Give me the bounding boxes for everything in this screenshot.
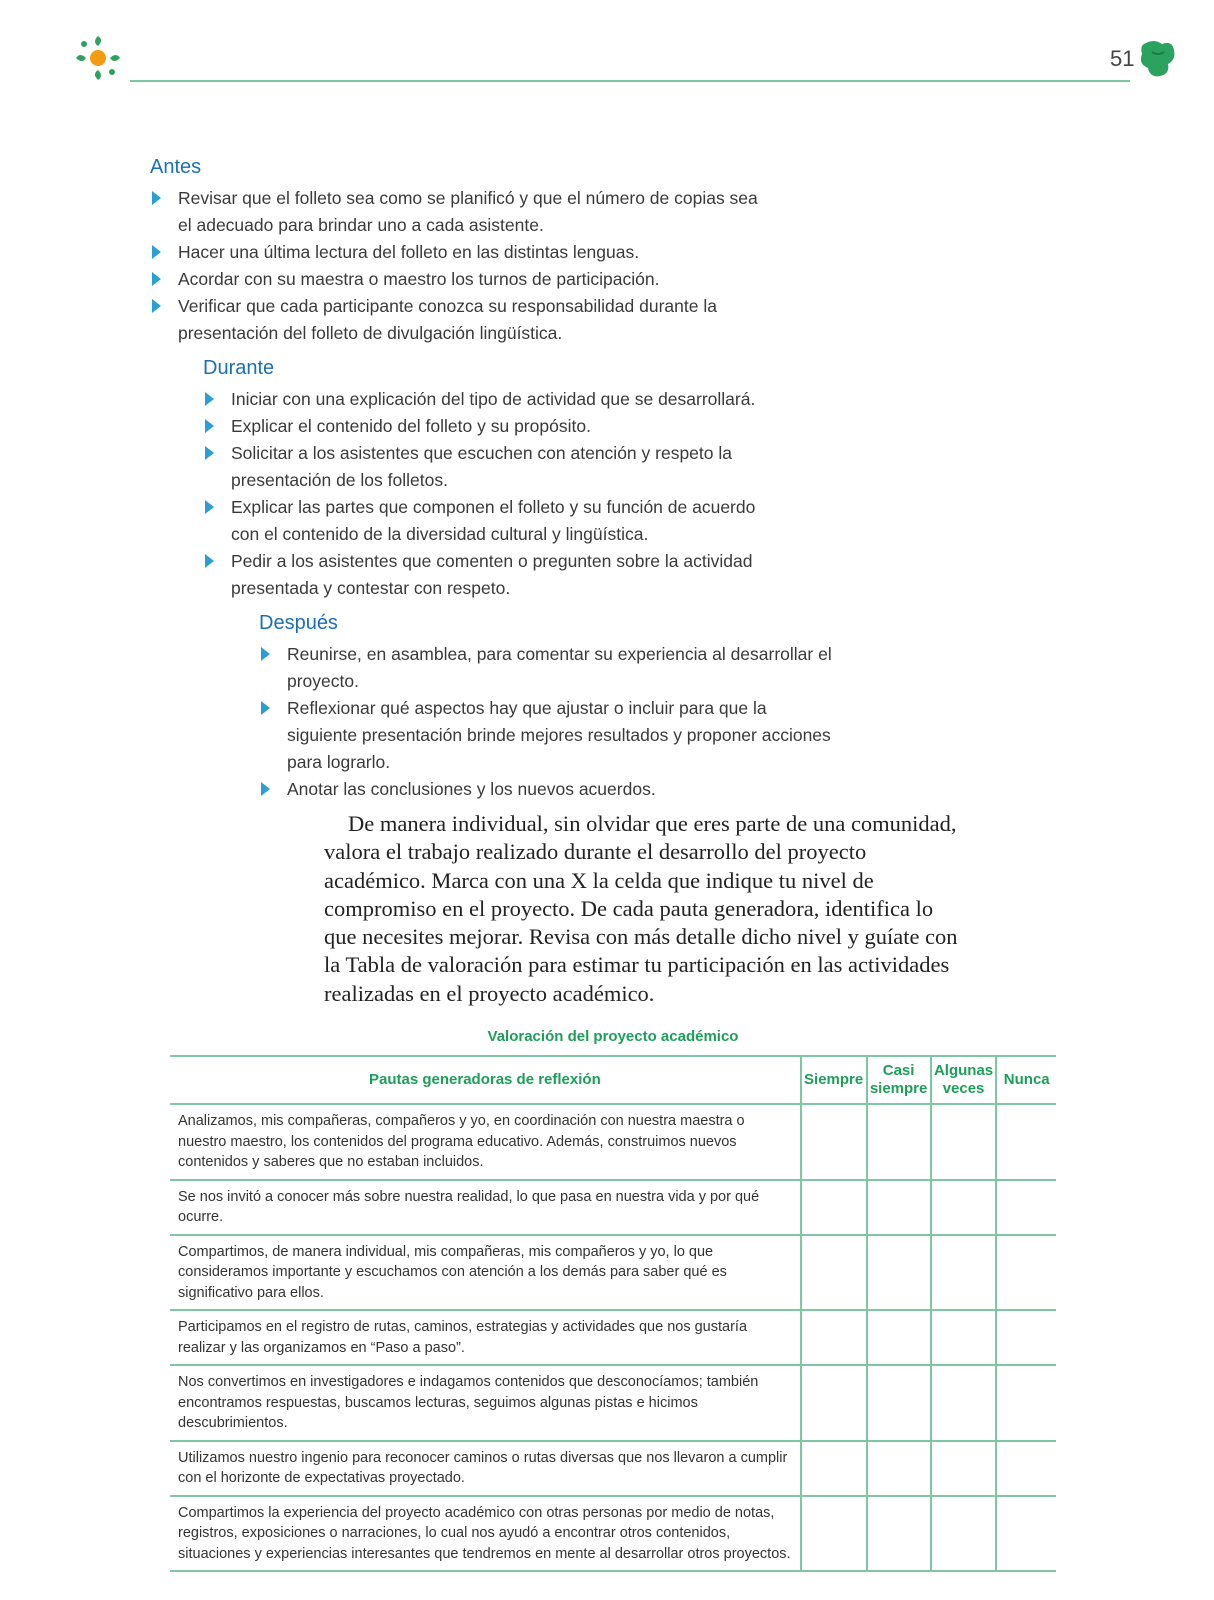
mark-cell-nunca[interactable] xyxy=(996,1104,1056,1180)
mark-cell-siempre[interactable] xyxy=(801,1441,867,1496)
mark-cell-casi-siempre[interactable] xyxy=(867,1235,931,1311)
bullet-arrow-icon xyxy=(261,782,270,796)
section-despues-list xyxy=(259,641,839,803)
section-despues-title: Después xyxy=(259,612,338,634)
mark-cell-siempre[interactable] xyxy=(801,1365,867,1441)
pauta-text: Utilizamos nuestro ingenio para reconocer caminos o rutas diversas que nos llevaron a cumplir con el horizonte de expectativas proyectado. xyxy=(170,1441,801,1496)
series-logo-icon xyxy=(70,30,126,86)
list-item: Anotar las conclusiones y los nuevos acuerdos. xyxy=(259,776,839,803)
list-item: Explicar el contenido del folleto y su propósito. xyxy=(203,413,783,440)
pauta-text: Nos convertimos en investigadores e indagamos contenidos que desconocíamos; también encontramos respuestas, buscamos lecturas, seguimos algunas pistas e hicimos descubrimientos. xyxy=(170,1365,801,1441)
bullet-arrow-icon xyxy=(205,500,214,514)
table-header-row xyxy=(170,1056,1056,1104)
section-durante xyxy=(203,357,783,602)
bullet-arrow-icon xyxy=(152,191,161,205)
bullet-arrow-icon xyxy=(261,647,270,661)
mark-cell-algunas-veces[interactable] xyxy=(931,1496,997,1572)
list-item: Revisar que el folleto sea como se planificó y que el número de copias sea el adecuado para brindar uno a cada asistente. xyxy=(150,185,770,239)
table-row xyxy=(170,1496,1056,1572)
bullet-arrow-icon xyxy=(205,554,214,568)
mark-cell-casi-siempre[interactable] xyxy=(867,1441,931,1496)
header-divider xyxy=(130,80,1130,82)
table-row xyxy=(170,1104,1056,1180)
mark-cell-siempre[interactable] xyxy=(801,1496,867,1572)
list-item: Hacer una última lectura del folleto en las distintas lenguas. xyxy=(150,239,770,266)
section-durante-list xyxy=(203,386,783,602)
mark-cell-nunca[interactable] xyxy=(996,1310,1056,1365)
table-row xyxy=(170,1441,1056,1496)
bullet-arrow-icon xyxy=(205,446,214,460)
pauta-text: Analizamos, mis compañeras, compañeros y yo, en coordinación con nuestra maestra o nuestro maestro, los contenidos del programa educativo. Además, construimos nuevos contenidos y saberes que no estaban incluidos. xyxy=(170,1104,801,1180)
valoracion-table xyxy=(170,1055,1056,1572)
table-row xyxy=(170,1235,1056,1311)
section-antes-title: Antes xyxy=(150,156,202,178)
mark-cell-nunca[interactable] xyxy=(996,1235,1056,1311)
mark-cell-casi-siempre[interactable] xyxy=(867,1310,931,1365)
mark-cell-algunas-veces[interactable] xyxy=(931,1365,997,1441)
mark-cell-nunca[interactable] xyxy=(996,1441,1056,1496)
mark-cell-siempre[interactable] xyxy=(801,1180,867,1235)
header-pautas: Pautas generadoras de reflexión xyxy=(170,1056,801,1104)
corner-ornament-icon xyxy=(1140,38,1176,78)
table-row xyxy=(170,1310,1056,1365)
section-antes-list xyxy=(150,185,770,347)
table-title: Valoración del proyecto académico xyxy=(487,1028,739,1045)
bullet-arrow-icon xyxy=(205,419,214,433)
mark-cell-algunas-veces[interactable] xyxy=(931,1104,997,1180)
mark-cell-casi-siempre[interactable] xyxy=(867,1104,931,1180)
list-item: Pedir a los asistentes que comenten o pregunten sobre la actividad presentada y contestar con respeto. xyxy=(203,548,783,602)
list-item: Reflexionar qué aspectos hay que ajustar o incluir para que la siguiente presentación brinde mejores resultados y proponer acciones para lograrlo. xyxy=(259,695,839,776)
bullet-arrow-icon xyxy=(261,701,270,715)
instruction-paragraph: De manera individual, sin olvidar que eres parte de una comunidad, valora el trabajo realizado durante el desarrollo del proyecto académico. Marca con una X la celda que indique tu nivel de compromiso en el proyecto. De cada pauta generadora, identifica lo que necesites mejorar. Revisa con más detalle dicho nivel y guíate con la Tabla de valoración para estimar tu participación en las actividades realizadas en el proyecto académico. xyxy=(324,811,958,1006)
mark-cell-algunas-veces[interactable] xyxy=(931,1180,997,1235)
section-durante-title: Durante xyxy=(203,357,275,379)
mark-cell-siempre[interactable] xyxy=(801,1310,867,1365)
table-row xyxy=(170,1180,1056,1235)
mark-cell-casi-siempre[interactable] xyxy=(867,1180,931,1235)
header-casi-siempre: Casi siempre xyxy=(867,1056,931,1104)
mark-cell-nunca[interactable] xyxy=(996,1365,1056,1441)
mark-cell-casi-siempre[interactable] xyxy=(867,1496,931,1572)
mark-cell-casi-siempre[interactable] xyxy=(867,1365,931,1441)
header-algunas-veces: Algunas veces xyxy=(931,1056,997,1104)
bullet-arrow-icon xyxy=(152,245,161,259)
mark-cell-algunas-veces[interactable] xyxy=(931,1235,997,1311)
header-siempre: Siempre xyxy=(801,1056,867,1104)
pauta-text: Compartimos la experiencia del proyecto académico con otras personas por medio de notas, registros, exposiciones o narraciones, lo cual nos ayudó a encontrar otros contenidos, situaciones y experiencias interesantes que tendremos en mente al desarrollar otros proyectos. xyxy=(170,1496,801,1572)
header-nunca: Nunca xyxy=(996,1056,1056,1104)
mark-cell-nunca[interactable] xyxy=(996,1180,1056,1235)
mark-cell-algunas-veces[interactable] xyxy=(931,1310,997,1365)
list-item: Verificar que cada participante conozca su responsabilidad durante la presentación del folleto de divulgación lingüística. xyxy=(150,293,770,347)
pauta-text: Se nos invitó a conocer más sobre nuestra realidad, lo que pasa en nuestra vida y por qué ocurre. xyxy=(170,1180,801,1235)
table-row xyxy=(170,1365,1056,1441)
page-number: 51 xyxy=(1110,46,1135,71)
pauta-text: Participamos en el registro de rutas, caminos, estrategias y actividades que nos gustaría realizar y las organizamos en “Paso a paso”. xyxy=(170,1310,801,1365)
bullet-arrow-icon xyxy=(205,392,214,406)
section-despues xyxy=(259,612,839,803)
section-antes xyxy=(150,156,770,347)
list-item: Solicitar a los asistentes que escuchen con atención y respeto la presentación de los folletos. xyxy=(203,440,783,494)
bullet-arrow-icon xyxy=(152,299,161,313)
list-item: Explicar las partes que componen el folleto y su función de acuerdo con el contenido de la diversidad cultural y lingüística. xyxy=(203,494,783,548)
mark-cell-nunca[interactable] xyxy=(996,1496,1056,1572)
mark-cell-siempre[interactable] xyxy=(801,1104,867,1180)
pauta-text: Compartimos, de manera individual, mis compañeras, mis compañeros y yo, lo que consideramos importante y escuchamos con atención a los demás para saber qué es significativo para ellos. xyxy=(170,1235,801,1311)
list-item: Reunirse, en asamblea, para comentar su experiencia al desarrollar el proyecto. xyxy=(259,641,839,695)
list-item: Acordar con su maestra o maestro los turnos de participación. xyxy=(150,266,770,293)
mark-cell-siempre[interactable] xyxy=(801,1235,867,1311)
list-item: Iniciar con una explicación del tipo de actividad que se desarrollará. xyxy=(203,386,783,413)
mark-cell-algunas-veces[interactable] xyxy=(931,1441,997,1496)
bullet-arrow-icon xyxy=(152,272,161,286)
